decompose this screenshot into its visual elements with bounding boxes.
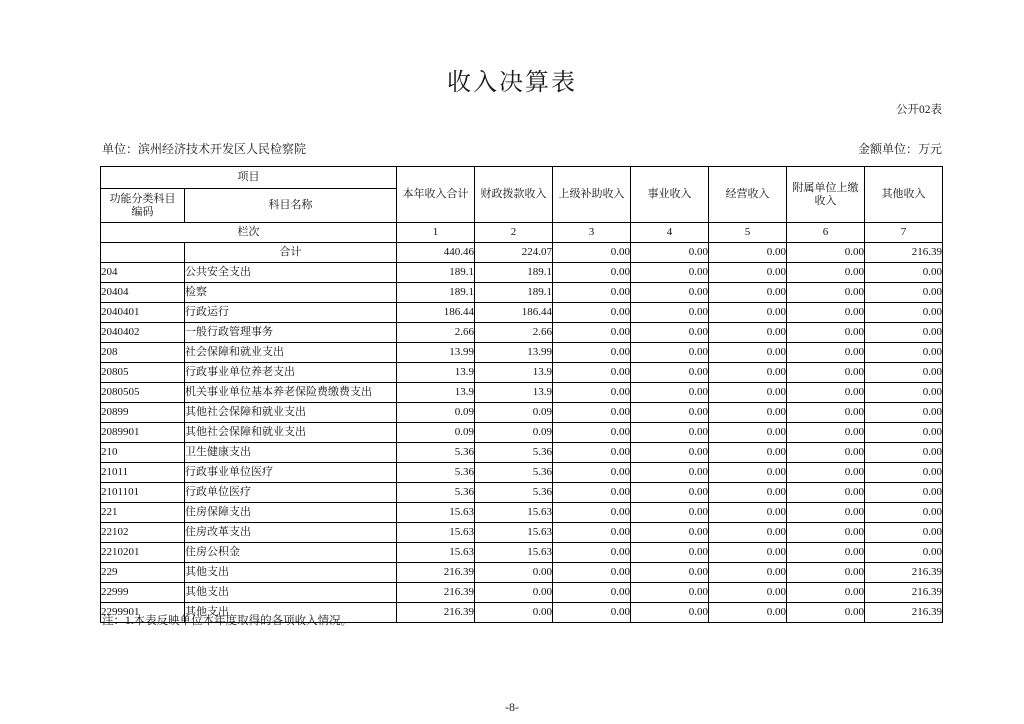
cell-subject-name: 其他社会保障和就业支出 xyxy=(185,403,397,423)
cell-value-col-4: 0.00 xyxy=(631,503,709,523)
cell-value-col-2: 189.1 xyxy=(475,263,553,283)
cell-value-col-5: 0.00 xyxy=(709,263,787,283)
cell-value-col-5: 0.00 xyxy=(709,583,787,603)
cell-value-col-6: 0.00 xyxy=(787,523,865,543)
cell-value-col-1: 189.1 xyxy=(397,283,475,303)
cell-value-col-7: 0.00 xyxy=(865,503,943,523)
table-row xyxy=(101,503,943,523)
cell-subject-name: 公共安全支出 xyxy=(185,263,397,283)
cell-value-col-4: 0.00 xyxy=(631,443,709,463)
cell-function-code: 2101101 xyxy=(101,483,185,503)
cell-value-col-5: 0.00 xyxy=(709,363,787,383)
cell-value-col-2: 186.44 xyxy=(475,303,553,323)
amount-unit-label: 金额单位：万元 xyxy=(857,142,942,156)
cell-value-col-2: 0.00 xyxy=(475,583,553,603)
cell-subject-name: 卫生健康支出 xyxy=(185,443,397,463)
cell-function-code: 22999 xyxy=(101,583,185,603)
cell-value-col-6: 0.00 xyxy=(787,503,865,523)
header-lan-4: 4 xyxy=(631,223,709,243)
cell-value-col-3: 0.00 xyxy=(553,603,631,623)
cell-value-col-7: 0.00 xyxy=(865,303,943,323)
header-item-group: 项目 xyxy=(101,167,397,189)
cell-value-col-2: 0.09 xyxy=(475,423,553,443)
cell-value-col-3: 0.00 xyxy=(553,323,631,343)
table-row xyxy=(101,423,943,443)
cell-function-code: 20805 xyxy=(101,363,185,383)
cell-value-col-5: 0.00 xyxy=(709,443,787,463)
cell-subject-name: 一般行政管理事务 xyxy=(185,323,397,343)
cell-value-col-4: 0.00 xyxy=(631,483,709,503)
cell-value-col-6: 0.00 xyxy=(787,283,865,303)
header-lan-1: 1 xyxy=(397,223,475,243)
cell-value-col-7: 0.00 xyxy=(865,443,943,463)
cell-value-col-6: 0.00 xyxy=(787,583,865,603)
table-header xyxy=(101,167,943,243)
cell-value-col-4: 0.00 xyxy=(631,583,709,603)
cell-value-col-3: 0.00 xyxy=(553,363,631,383)
cell-value-col-2: 0.09 xyxy=(475,403,553,423)
cell-value-col-2: 15.63 xyxy=(475,543,553,563)
cell-function-code: 2299901 xyxy=(101,603,185,623)
cell-value-col-5: 0.00 xyxy=(709,423,787,443)
cell-subject-name: 检察 xyxy=(185,283,397,303)
cell-value-col-6: 0.00 xyxy=(787,423,865,443)
cell-value-col-4: 0.00 xyxy=(631,363,709,383)
cell-value-col-4: 0.00 xyxy=(631,563,709,583)
table-body xyxy=(101,243,943,623)
cell-value-col-2: 13.9 xyxy=(475,363,553,383)
cell-value-col-1: 13.9 xyxy=(397,363,475,383)
cell-function-code: 210 xyxy=(101,443,185,463)
cell-value-col-4: 0.00 xyxy=(631,343,709,363)
cell-value-col-4: 0.00 xyxy=(631,323,709,343)
cell-function-code: 2040402 xyxy=(101,323,185,343)
cell-subject-name: 其他支出 xyxy=(185,563,397,583)
table-row xyxy=(101,323,943,343)
cell-value-col-4: 0.00 xyxy=(631,263,709,283)
cell-value-col-5: 0.00 xyxy=(709,283,787,303)
cell-value-col-7: 0.00 xyxy=(865,543,943,563)
cell-value-col-3: 0.00 xyxy=(553,543,631,563)
header-row-column-numbers xyxy=(101,223,943,243)
header-col-affiliated-line1: 附属单位上缴 xyxy=(792,181,859,194)
cell-function-code: 20899 xyxy=(101,403,185,423)
header-lan-2: 2 xyxy=(475,223,553,243)
cell-value-col-4: 0.00 xyxy=(631,543,709,563)
cell-value-col-1: 5.36 xyxy=(397,463,475,483)
cell-value-col-5: 0.00 xyxy=(709,483,787,503)
header-lan-6: 6 xyxy=(787,223,865,243)
cell-value-col-6: 0.00 xyxy=(787,443,865,463)
header-col-total-income: 本年收入合计 xyxy=(397,167,475,223)
cell-value-col-3: 0.00 xyxy=(553,343,631,363)
cell-value-col-1: 186.44 xyxy=(397,303,475,323)
cell-value-col-7: 216.39 xyxy=(865,583,943,603)
cell-value-col-3: 0.00 xyxy=(553,263,631,283)
table-row xyxy=(101,343,943,363)
cell-value-col-4: 0.00 xyxy=(631,283,709,303)
cell-value-col-1: 15.63 xyxy=(397,543,475,563)
cell-value-col-6: 0.00 xyxy=(787,303,865,323)
cell-value-col-5: 0.00 xyxy=(709,303,787,323)
cell-value-col-4: 0.00 xyxy=(631,383,709,403)
table-row xyxy=(101,283,943,303)
cell-value-col-3: 0.00 xyxy=(553,283,631,303)
cell-value-col-1: 5.36 xyxy=(397,483,475,503)
cell-function-code: 229 xyxy=(101,563,185,583)
cell-value-col-2: 5.36 xyxy=(475,483,553,503)
header-lan-7: 7 xyxy=(865,223,943,243)
cell-value-col-7: 0.00 xyxy=(865,483,943,503)
cell-value-col-4: 0.00 xyxy=(631,603,709,623)
cell-value-col-4: 0.00 xyxy=(631,523,709,543)
cell-function-code: 221 xyxy=(101,503,185,523)
header-col-affiliated-line2: 收入 xyxy=(814,194,837,207)
table-row xyxy=(101,403,943,423)
cell-value-col-6: 0.00 xyxy=(787,263,865,283)
cell-value-col-7: 0.00 xyxy=(865,263,943,283)
unit-name-label: 单位：滨州经济技术开发区人民检察院 xyxy=(102,142,307,156)
cell-subject-name: 住房公积金 xyxy=(185,543,397,563)
cell-value-col-2: 15.63 xyxy=(475,503,553,523)
cell-value-col-2: 5.36 xyxy=(475,463,553,483)
cell-value-col-5: 0.00 xyxy=(709,543,787,563)
cell-function-code: 21011 xyxy=(101,463,185,483)
table-row xyxy=(101,383,943,403)
table-note: 注：1.本表反映单位本年度取得的各项收入情况。 xyxy=(102,615,353,627)
cell-value-col-7: 0.00 xyxy=(865,403,943,423)
cell-value-col-5: 0.00 xyxy=(709,323,787,343)
cell-value-col-1: 216.39 xyxy=(397,583,475,603)
form-code-label: 公开02表 xyxy=(896,104,942,116)
cell-value-col-3: 0.00 xyxy=(553,563,631,583)
cell-subject-name: 合计 xyxy=(185,243,397,263)
cell-value-col-6: 0.00 xyxy=(787,323,865,343)
cell-value-col-7: 216.39 xyxy=(865,603,943,623)
cell-value-col-7: 0.00 xyxy=(865,463,943,483)
cell-subject-name: 机关事业单位基本养老保险费缴费支出 xyxy=(185,383,397,403)
cell-value-col-2: 0.00 xyxy=(475,563,553,583)
header-col-function-code-line2: 编码 xyxy=(131,205,154,218)
cell-value-col-2: 224.07 xyxy=(475,243,553,263)
cell-subject-name: 行政事业单位医疗 xyxy=(185,463,397,483)
cell-value-col-7: 0.00 xyxy=(865,343,943,363)
header-col-function-code xyxy=(101,189,185,223)
cell-function-code: 2080505 xyxy=(101,383,185,403)
cell-value-col-1: 15.63 xyxy=(397,523,475,543)
cell-value-col-1: 2.66 xyxy=(397,323,475,343)
cell-subject-name: 行政运行 xyxy=(185,303,397,323)
cell-value-col-2: 0.00 xyxy=(475,603,553,623)
cell-value-col-7: 0.00 xyxy=(865,363,943,383)
cell-function-code: 2089901 xyxy=(101,423,185,443)
cell-function-code: 20404 xyxy=(101,283,185,303)
cell-value-col-2: 13.9 xyxy=(475,383,553,403)
cell-subject-name: 其他社会保障和就业支出 xyxy=(185,423,397,443)
cell-value-col-3: 0.00 xyxy=(553,523,631,543)
cell-value-col-7: 0.00 xyxy=(865,283,943,303)
cell-function-code: 2210201 xyxy=(101,543,185,563)
cell-subject-name: 行政事业单位养老支出 xyxy=(185,363,397,383)
table-row xyxy=(101,263,943,283)
header-col-function-code-line1: 功能分类科目 xyxy=(109,192,176,205)
header-lan-3: 3 xyxy=(553,223,631,243)
cell-subject-name: 社会保障和就业支出 xyxy=(185,343,397,363)
cell-value-col-7: 0.00 xyxy=(865,423,943,443)
cell-value-col-2: 15.63 xyxy=(475,523,553,543)
cell-value-col-6: 0.00 xyxy=(787,363,865,383)
cell-value-col-5: 0.00 xyxy=(709,463,787,483)
header-col-operating-income: 经营收入 xyxy=(709,167,787,223)
cell-value-col-6: 0.00 xyxy=(787,403,865,423)
page-title: 收入决算表 xyxy=(447,70,577,96)
cell-value-col-6: 0.00 xyxy=(787,543,865,563)
cell-value-col-6: 0.00 xyxy=(787,603,865,623)
cell-value-col-2: 189.1 xyxy=(475,283,553,303)
cell-value-col-1: 0.09 xyxy=(397,403,475,423)
cell-value-col-3: 0.00 xyxy=(553,483,631,503)
header-lan-5: 5 xyxy=(709,223,787,243)
cell-value-col-7: 0.00 xyxy=(865,323,943,343)
cell-value-col-1: 15.63 xyxy=(397,503,475,523)
cell-function-code: 208 xyxy=(101,343,185,363)
cell-value-col-3: 0.00 xyxy=(553,443,631,463)
cell-value-col-6: 0.00 xyxy=(787,343,865,363)
header-col-subject-name: 科目名称 xyxy=(185,189,397,223)
cell-value-col-3: 0.00 xyxy=(553,383,631,403)
cell-value-col-6: 0.00 xyxy=(787,383,865,403)
cell-value-col-6: 0.00 xyxy=(787,243,865,263)
table-row xyxy=(101,443,943,463)
header-row-item-group xyxy=(101,167,943,189)
header-col-other-income: 其他收入 xyxy=(865,167,943,223)
cell-value-col-4: 0.00 xyxy=(631,303,709,323)
cell-subject-name: 住房改革支出 xyxy=(185,523,397,543)
header-col-fiscal-appropriation: 财政拨款收入 xyxy=(475,167,553,223)
header-lan-label: 栏次 xyxy=(101,223,397,243)
cell-value-col-7: 0.00 xyxy=(865,383,943,403)
cell-function-code: 22102 xyxy=(101,523,185,543)
cell-value-col-6: 0.00 xyxy=(787,463,865,483)
cell-value-col-5: 0.00 xyxy=(709,403,787,423)
cell-value-col-3: 0.00 xyxy=(553,463,631,483)
cell-value-col-7: 0.00 xyxy=(865,523,943,543)
table-row xyxy=(101,243,943,263)
cell-value-col-7: 216.39 xyxy=(865,563,943,583)
cell-value-col-5: 0.00 xyxy=(709,343,787,363)
cell-value-col-4: 0.00 xyxy=(631,243,709,263)
cell-subject-name: 行政单位医疗 xyxy=(185,483,397,503)
table-row xyxy=(101,543,943,563)
cell-value-col-4: 0.00 xyxy=(631,403,709,423)
page-number: -8- xyxy=(505,700,519,714)
table-row xyxy=(101,523,943,543)
table-row xyxy=(101,483,943,503)
header-col-superior-subsidy: 上级补助收入 xyxy=(553,167,631,223)
cell-function-code: 204 xyxy=(101,263,185,283)
cell-value-col-5: 0.00 xyxy=(709,503,787,523)
cell-subject-name: 其他支出 xyxy=(185,583,397,603)
cell-value-col-5: 0.00 xyxy=(709,603,787,623)
cell-value-col-3: 0.00 xyxy=(553,403,631,423)
cell-value-col-1: 189.1 xyxy=(397,263,475,283)
cell-value-col-3: 0.00 xyxy=(553,303,631,323)
cell-value-col-2: 5.36 xyxy=(475,443,553,463)
cell-value-col-2: 2.66 xyxy=(475,323,553,343)
cell-value-col-3: 0.00 xyxy=(553,423,631,443)
header-col-affiliated-unit-income xyxy=(787,167,865,223)
cell-value-col-1: 13.99 xyxy=(397,343,475,363)
table-row xyxy=(101,303,943,323)
cell-value-col-5: 0.00 xyxy=(709,383,787,403)
cell-value-col-1: 13.9 xyxy=(397,383,475,403)
cell-value-col-5: 0.00 xyxy=(709,523,787,543)
cell-value-col-1: 5.36 xyxy=(397,443,475,463)
cell-value-col-4: 0.00 xyxy=(631,423,709,443)
cell-subject-name: 其他支出 xyxy=(185,603,397,623)
table-row xyxy=(101,363,943,383)
header-col-business-income: 事业收入 xyxy=(631,167,709,223)
cell-value-col-1: 0.09 xyxy=(397,423,475,443)
cell-function-code: 2040401 xyxy=(101,303,185,323)
cell-value-col-3: 0.00 xyxy=(553,583,631,603)
cell-value-col-3: 0.00 xyxy=(553,503,631,523)
table-row xyxy=(101,563,943,583)
cell-value-col-4: 0.00 xyxy=(631,463,709,483)
cell-value-col-5: 0.00 xyxy=(709,243,787,263)
cell-value-col-2: 13.99 xyxy=(475,343,553,363)
cell-value-col-6: 0.00 xyxy=(787,483,865,503)
income-final-accounts-table xyxy=(100,166,943,623)
cell-value-col-6: 0.00 xyxy=(787,563,865,583)
cell-value-col-7: 216.39 xyxy=(865,243,943,263)
cell-value-col-1: 440.46 xyxy=(397,243,475,263)
cell-value-col-3: 0.00 xyxy=(553,243,631,263)
cell-value-col-5: 0.00 xyxy=(709,563,787,583)
cell-value-col-1: 216.39 xyxy=(397,603,475,623)
table-row xyxy=(101,583,943,603)
cell-value-col-1: 216.39 xyxy=(397,563,475,583)
cell-function-code xyxy=(101,243,185,263)
table-row xyxy=(101,463,943,483)
cell-subject-name: 住房保障支出 xyxy=(185,503,397,523)
